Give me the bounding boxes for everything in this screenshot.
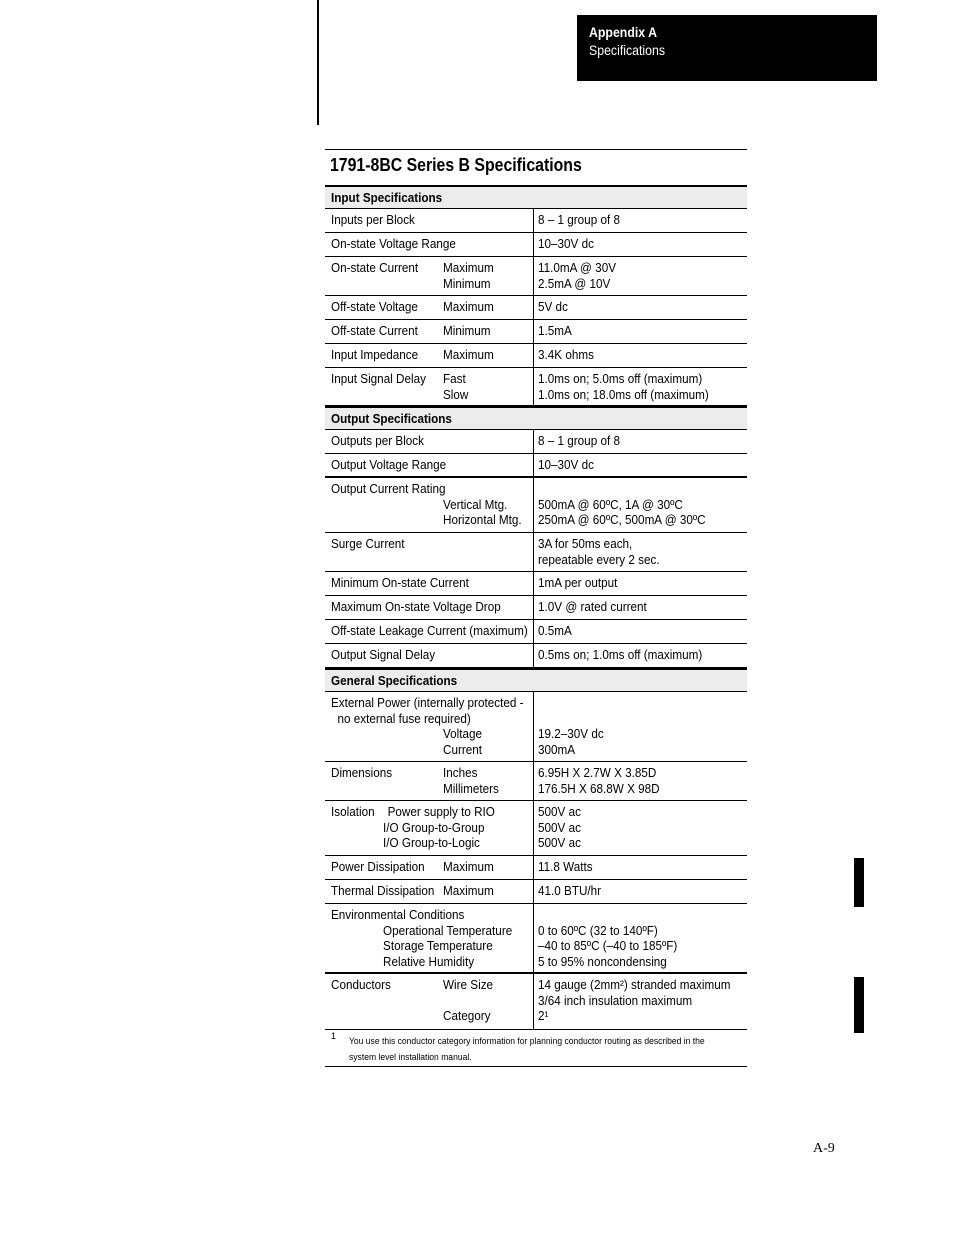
table-row [325,644,747,668]
row-label: External Power (internally protected - no external fuse required) [331,695,524,726]
row-label: Thermal Dissipation [331,883,435,898]
row-sublabel: Inches Millimeters [443,765,499,796]
column-divider [533,257,534,295]
table-row [325,430,747,454]
row-label: Input Signal Delay [331,371,426,386]
running-header [577,15,877,81]
title-rule [325,149,747,150]
row-sublabel: Wire Size Category [443,977,494,1024]
row-label: Output Current Rating [331,481,446,496]
row-value: 3A for 50ms each, repeatable every 2 sec. [538,536,660,567]
section-heading [325,406,747,430]
row-label: Off-state Voltage [331,299,418,314]
column-divider [533,344,534,367]
spec-table [325,185,747,1067]
row-label: Maximum On-state Voltage Drop [331,599,501,614]
row-label: On-state Current [331,260,419,275]
row-value: 1mA per output [538,575,618,590]
table-row [325,478,747,533]
row-value: 8 – 1 group of 8 [538,433,620,448]
table-row [325,880,747,904]
thumb-tab [854,977,864,1033]
row-label: On-state Voltage Range [331,236,456,251]
column-divider [533,572,534,595]
table-row [325,856,747,880]
table-row [325,762,747,801]
section-label: Specifications [589,42,666,58]
row-value: 11.0mA @ 30V 2.5mA @ 10V [538,260,617,291]
table-row [325,692,747,762]
column-divider [533,430,534,453]
row-label: Outputs per Block [331,433,424,448]
row-value: 11.8 Watts [538,859,593,874]
table-row [325,257,747,296]
row-label: Isolation Power supply to RIO I/O Group-to-Group I/O Group-to-Logic [331,804,495,851]
column-divider [533,644,534,667]
column-divider [533,692,534,761]
page-title: 1791-8BC Series B Specifications [330,155,582,175]
table-row [325,320,747,344]
column-divider [533,533,534,571]
row-label: Output Signal Delay [331,647,436,662]
row-sublabel: Maximum [443,883,494,898]
row-value: 10–30V dc [538,236,594,251]
row-label: Off-state Leakage Current (maximum) [331,623,528,638]
row-sublabel: Maximum [443,347,494,362]
row-sublabel: Voltage Current [443,726,483,758]
table-row [325,904,747,974]
row-value: 41.0 BTU/hr [538,883,602,898]
table-row [325,620,747,644]
row-value: 5V dc [538,299,568,314]
table-row [325,533,747,572]
table-row [325,454,747,478]
column-divider [533,762,534,800]
table-row [325,233,747,257]
row-value: 0.5mA [538,623,572,638]
row-label: Power Dissipation [331,859,425,874]
row-sublabel: Minimum [443,323,491,338]
thumb-tab [854,858,864,907]
column-divider [533,880,534,903]
table-row [325,344,747,368]
footnote-text: You use this conductor category information for planning conductor routing as described in the system level installation manual. [349,1036,705,1062]
row-sublabel: Vertical Mtg. Horizontal Mtg. [443,496,522,528]
row-label: Dimensions [331,765,393,780]
appendix-label: Appendix A [589,24,657,40]
row-value: 0 to 60ºC (32 to 140ºF) –40 to 85ºC (–40 to 185ºF) 5 to 95% noncondensing [538,922,678,970]
column-divider [533,904,534,972]
table-row [325,801,747,856]
row-sublabel: Fast Slow [443,371,469,402]
column-divider [533,856,534,879]
row-label: Environmental Conditions Operational Temperature Storage Temperature Relative Humidity [331,907,513,970]
row-label: Input Impedance [331,347,419,362]
row-value: 500V ac 500V ac 500V ac [538,804,581,851]
row-label: Inputs per Block [331,212,415,227]
column-divider [533,478,534,532]
table-row [325,296,747,320]
column-divider [533,596,534,619]
row-value: 3.4K ohms [538,347,594,362]
row-value: 19.2–30V dc 300mA [538,726,604,758]
table-row [325,974,747,1030]
footnote [325,1030,747,1067]
column-divider [533,209,534,232]
row-label: Output Voltage Range [331,457,447,472]
row-label: Surge Current [331,536,405,551]
column-divider [533,320,534,343]
row-value: 1.0ms on; 5.0ms off (maximum) 1.0ms on; 18.0ms off (maximum) [538,371,709,402]
section-heading-label: Output Specifications [331,411,452,426]
row-value: 14 gauge (2mm²) stranded maximum 3/64 inch insulation maximum 2¹ [538,977,731,1024]
row-label: Off-state Current [331,323,418,338]
margin-rule [317,0,319,125]
footnote-mark: 1 [331,1031,337,1041]
column-divider [533,454,534,476]
row-value: 1.5mA [538,323,572,338]
section-heading [325,668,747,692]
section-heading [325,185,747,209]
page-number: A-9 [813,1141,835,1156]
row-value: 1.0V @ rated current [538,599,647,614]
row-sublabel: Maximum Minimum [443,260,494,291]
row-label: Minimum On-state Current [331,575,469,590]
column-divider [533,233,534,256]
row-label: Conductors [331,977,391,992]
row-value: 0.5ms on; 1.0ms off (maximum) [538,647,703,662]
column-divider [533,368,534,405]
row-value: 10–30V dc [538,457,594,472]
column-divider [533,296,534,319]
table-row [325,572,747,596]
column-divider [533,974,534,1029]
row-value: 500mA @ 60ºC, 1A @ 30ºC 250mA @ 60ºC, 500mA @ 30ºC [538,496,706,528]
section-heading-label: Input Specifications [331,190,443,205]
table-row [325,368,747,406]
table-row [325,209,747,233]
table-row [325,596,747,620]
row-sublabel: Maximum [443,299,494,314]
row-value: 8 – 1 group of 8 [538,212,620,227]
row-value: 6.95H X 2.7W X 3.85D 176.5H X 68.8W X 98D [538,765,660,796]
column-divider [533,801,534,855]
column-divider [533,620,534,643]
row-sublabel: Maximum [443,859,494,874]
section-heading-label: General Specifications [331,673,458,688]
